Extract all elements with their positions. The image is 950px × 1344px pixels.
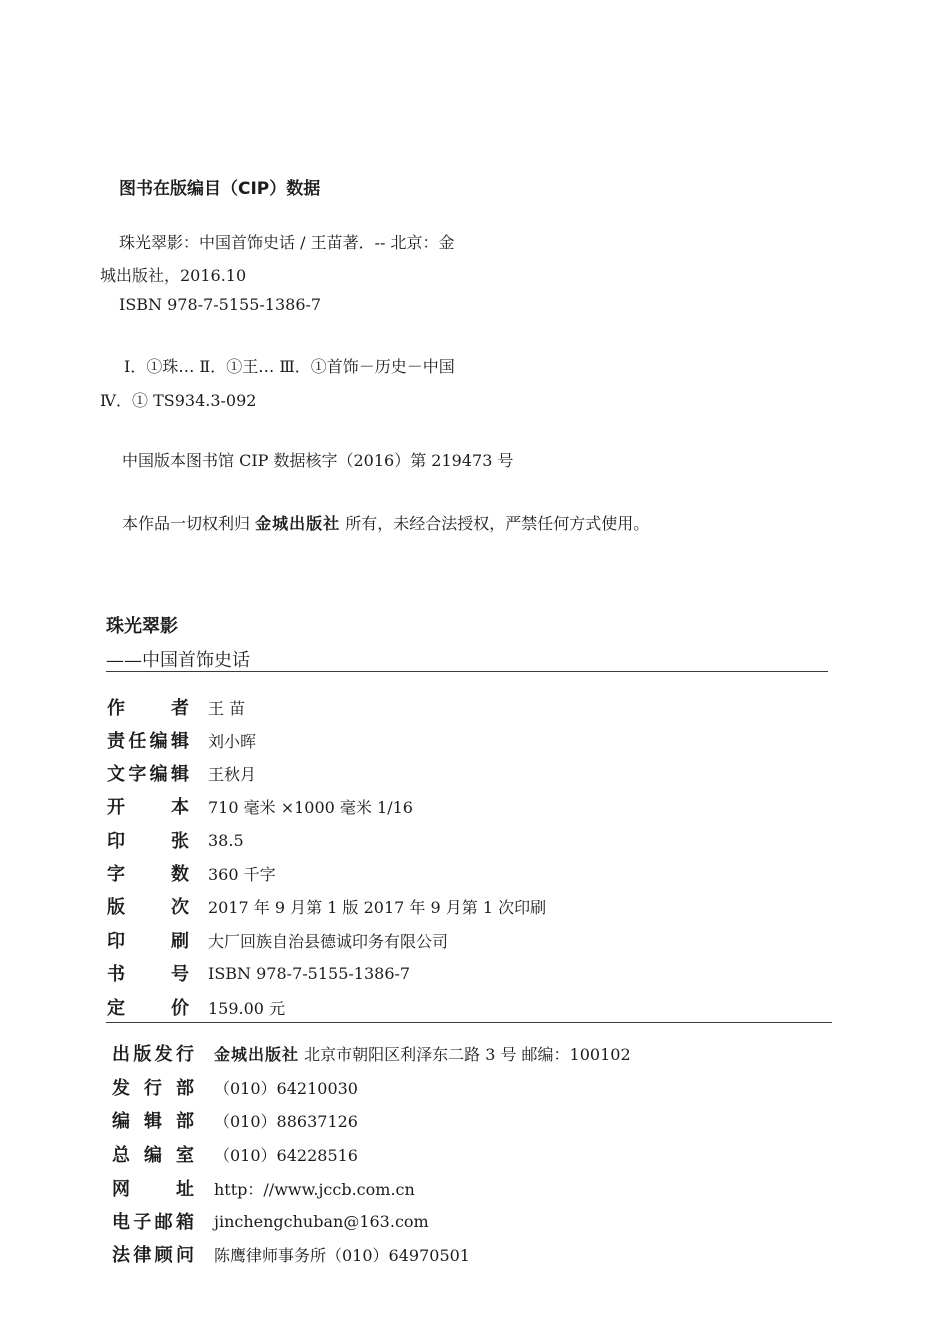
rights-suffix: 所有，未经合法授权，严禁任何方式使用。 (345, 514, 650, 533)
contact-value: （010）88637126 (214, 1111, 358, 1131)
detail-label: 定价 (107, 998, 189, 1019)
detail-value: 大厂回族自治县德诚印务有限公司 (208, 931, 449, 951)
detail-label: 开本 (107, 797, 189, 818)
cip-heading: 图书在版编目（CIP）数据 (119, 179, 321, 199)
contact-label: 网址 (112, 1179, 194, 1200)
rights-publisher: 金城出版社 (255, 514, 341, 533)
detail-label: 责任编辑 (107, 731, 189, 752)
rights-prefix: 本作品一切权利归 (122, 514, 251, 533)
book-subtitle: ——中国首饰史话 (106, 650, 250, 671)
rights-statement (122, 511, 649, 534)
contact-row-legal (112, 1241, 470, 1267)
detail-value: 360 千字 (208, 864, 276, 884)
contact-row-email (112, 1208, 429, 1234)
contact-row-website (112, 1175, 415, 1201)
detail-row-author (107, 694, 245, 720)
detail-row-isbn (107, 960, 410, 986)
cip-line-1: 珠光翠影：中国首饰史话 / 王苗著．-- 北京：金 (119, 233, 455, 252)
contact-value: （010）64228516 (214, 1145, 358, 1165)
contact-value: 陈鹰律师事务所（010）64970501 (214, 1245, 470, 1265)
cip-classification-1: Ⅰ．①珠… Ⅱ．①王… Ⅲ．①首饰－历史－中国 (124, 357, 455, 376)
detail-value: 38.5 (208, 830, 244, 850)
contact-label: 编辑部 (112, 1111, 194, 1132)
publisher-label: 出版发行 (112, 1044, 194, 1065)
cip-library-number: 中国版本图书馆 CIP 数据核字（2016）第 219473 号 (122, 451, 514, 470)
detail-row-edition (107, 893, 546, 919)
divider-bottom (106, 1022, 832, 1023)
detail-value: 王秋月 (208, 764, 257, 784)
detail-label: 文字编辑 (107, 764, 189, 785)
detail-value: ISBN 978-7-5155-1386-7 (208, 963, 411, 983)
book-title: 珠光翠影 (106, 616, 178, 637)
detail-value: 刘小晖 (208, 731, 257, 751)
detail-label: 作者 (107, 698, 189, 719)
detail-value: 710 毫米 ×1000 毫米 1/16 (208, 797, 413, 817)
website-link[interactable]: http：//www.jccb.com.cn (214, 1179, 415, 1199)
detail-label: 印刷 (107, 931, 189, 952)
contact-label: 电子邮箱 (112, 1212, 194, 1233)
contact-label: 总编室 (112, 1145, 194, 1166)
detail-label: 印张 (107, 831, 189, 852)
publisher-name: 金城出版社 (214, 1044, 300, 1064)
detail-row-word-count (107, 860, 276, 886)
cip-classification-2: Ⅳ．① TS934.3-092 (100, 391, 257, 410)
publisher-value (214, 1042, 631, 1065)
detail-row-price (107, 994, 285, 1020)
detail-label: 版次 (107, 897, 189, 918)
cip-isbn: ISBN 978-7-5155-1386-7 (119, 295, 322, 314)
detail-row-sheets (107, 827, 244, 853)
detail-label: 字数 (107, 864, 189, 885)
detail-row-printer (107, 927, 448, 953)
email-link[interactable]: jinchengchuban@163.com (214, 1211, 429, 1231)
cip-line-2: 城出版社，2016.10 (100, 266, 247, 285)
contact-row-distribution (112, 1074, 358, 1100)
detail-value: 王 苗 (208, 698, 246, 718)
publisher-row (112, 1040, 631, 1066)
contact-row-editorial (112, 1107, 358, 1133)
detail-label: 书号 (107, 964, 189, 985)
detail-value: 2017 年 9 月第 1 版 2017 年 9 月第 1 次印刷 (208, 897, 547, 917)
contact-label: 发行部 (112, 1078, 194, 1099)
contact-label: 法律顾问 (112, 1245, 194, 1266)
contact-value: （010）64210030 (214, 1078, 358, 1098)
detail-row-text-editor (107, 760, 256, 786)
contact-row-chief-office (112, 1141, 358, 1167)
publisher-address: 北京市朝阳区利泽东二路 3 号 邮编：100102 (304, 1044, 631, 1064)
detail-value: 159.00 元 (208, 998, 286, 1018)
detail-row-format (107, 793, 413, 819)
detail-row-editor (107, 727, 256, 753)
divider-top (106, 671, 828, 672)
